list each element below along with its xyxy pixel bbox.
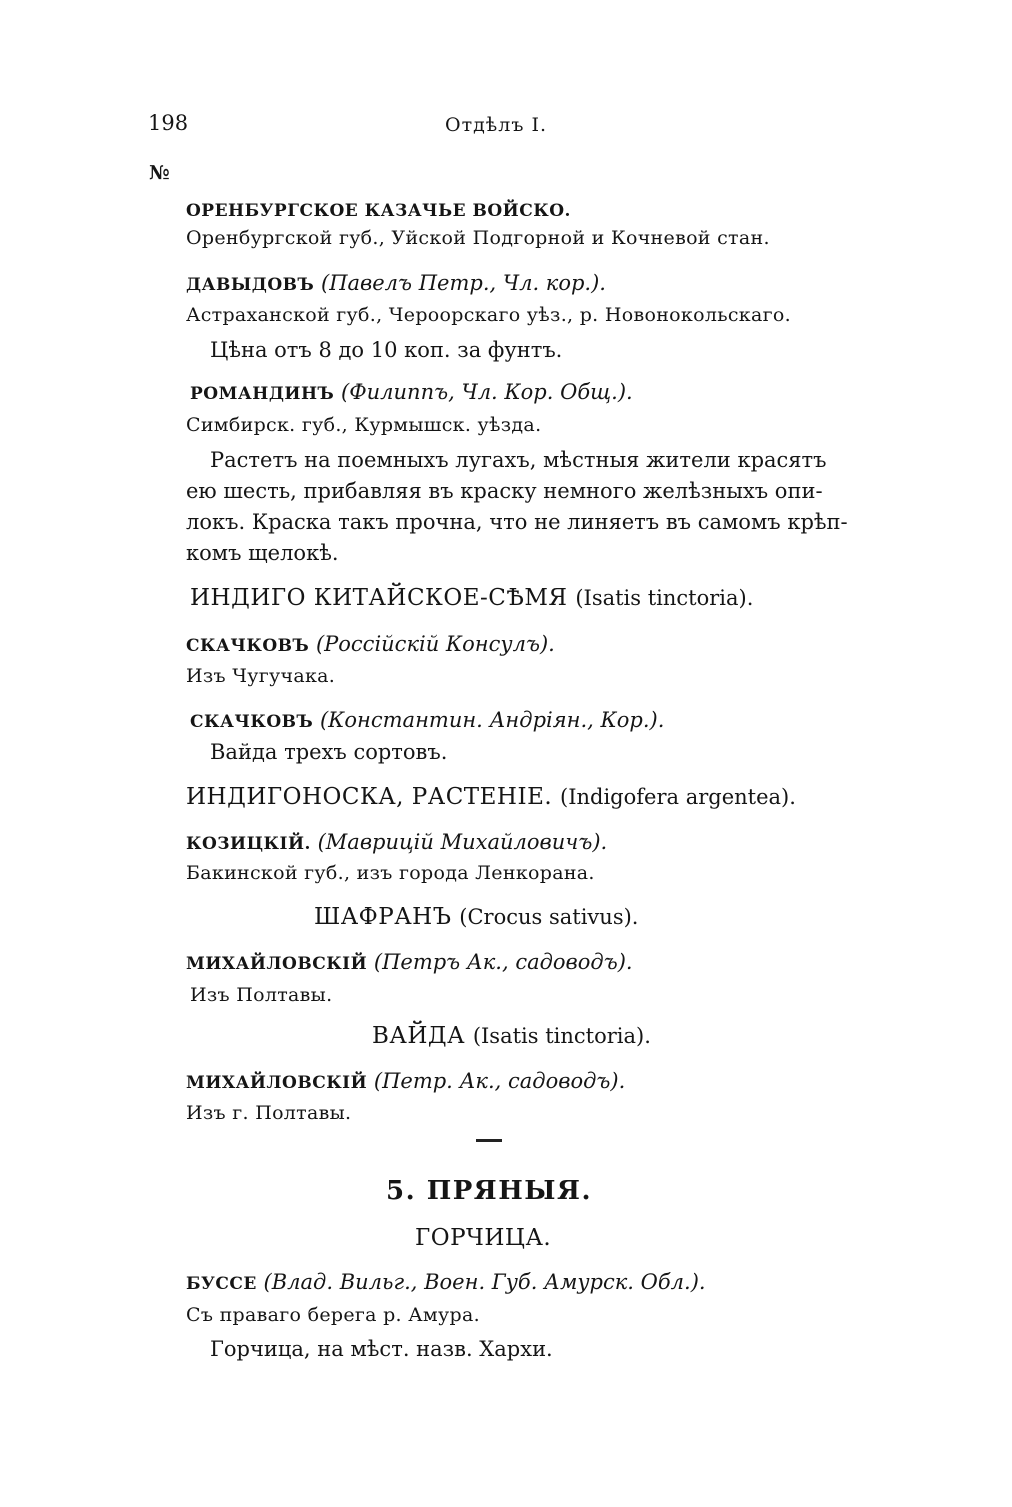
exhibitor-name: ОРЕНБУРГСКОЕ КАЗАЧЬЕ ВОЙСКО. [186,201,571,221]
entry-exhibitor [186,199,571,220]
exhibitor-name: СКАЧКОВЪ [186,636,310,656]
product-latin-name: (Isatis tinctoria). [575,586,754,610]
entry-place: Изъ Полтавы. [190,984,333,1006]
product-heading [372,1025,651,1048]
exhibitor-name: БУССЕ [186,1274,257,1294]
number-sign: № [149,162,170,184]
product-heading [186,786,796,809]
entry-exhibitor [190,382,633,403]
product-latin-name: (Crocus sativus). [459,905,639,929]
entry-note-line: локъ. Краска такъ прочна, что не линяетъ въ самомъ крѣп- [186,510,848,534]
product-heading [314,906,638,929]
exhibitor-name: КОЗИЦКІЙ. [186,834,311,854]
product-heading: ГОРЧИЦА. [415,1225,552,1251]
product-heading [190,587,753,610]
section-divider [476,1139,502,1142]
entry-note: Вайда трехъ сортовъ. [210,740,448,764]
exhibitor-title: (Филиппъ, Чл. Кор. Общ.). [341,380,633,404]
exhibitor-title: (Влад. Вильг., Воен. Губ. Амурск. Обл.). [263,1270,706,1294]
product-heading-name: ИНДИГОНОСКА, РАСТЕНІЕ. [186,784,553,810]
product-latin-name: (Indigofera argentea). [560,785,796,809]
entry-place: Бакинской губ., изъ города Ленкорана. [186,862,595,884]
entry-place: Съ праваго берега р. Амура. [186,1304,480,1326]
page-number: 198 [148,111,189,135]
exhibitor-title: (Петр. Ак., садоводъ). [373,1069,626,1093]
entry-exhibitor [186,832,607,853]
entry-place: Симбирск. губ., Курмышск. уѣзда. [186,414,542,436]
product-heading-name: ВАЙДА [372,1023,465,1049]
entry-place: Изъ Чугучака. [186,665,336,687]
section-title: 5. ПРЯНЫЯ. [386,1176,593,1206]
running-header: Отдѣлъ I. [445,114,547,136]
entry-note-line: ею шесть, прибавляя въ краску немного желѣзныхъ опи- [186,479,823,503]
entry-place: Оренбургской губ., Уйской Подгорной и Кочневой стан. [186,227,770,249]
entry-note-line: Растетъ на поемныхъ лугахъ, мѣстныя жители красятъ [210,448,827,472]
exhibitor-name: СКАЧКОВЪ [190,712,314,732]
entry-note: Горчица, на мѣст. назв. Хархи. [210,1337,553,1361]
entry-exhibitor [186,952,633,973]
product-heading-name: ШАФРАНЪ [314,904,452,930]
entry-place: Изъ г. Полтавы. [186,1102,352,1124]
exhibitor-title: (Россійскій Консулъ). [315,632,555,656]
exhibitor-name: ДАВЫДОВЪ [186,275,315,295]
entry-place: Астраханской губ., Чероорскаго уѣз., р. Новонокольскаго. [186,304,791,326]
exhibitor-title: (Маврицій Михайловичъ). [317,830,608,854]
entry-exhibitor [186,1272,706,1293]
entry-exhibitor [186,634,555,655]
entry-exhibitor [190,710,664,731]
entry-exhibitor [186,1071,625,1092]
exhibitor-title: (Петръ Ак., садоводъ). [373,950,633,974]
exhibitor-title: (Павелъ Петр., Чл. кор.). [321,271,606,295]
entry-exhibitor [186,273,606,294]
product-latin-name: (Isatis tinctoria). [472,1024,651,1048]
exhibitor-title: (Константин. Андріян., Кор.). [319,708,665,732]
entry-note-line: комъ щелокѣ. [186,541,339,565]
exhibitor-name: РОМАНДИНЪ [190,384,335,404]
entry-note: Цѣна отъ 8 до 10 коп. за фунтъ. [210,338,563,362]
exhibitor-name: МИХАЙЛОВСКІЙ [186,1073,368,1093]
exhibitor-name: МИХАЙЛОВСКІЙ [186,954,368,974]
product-heading-name: ИНДИГО КИТАЙСКОЕ-СѢМЯ [190,585,568,611]
